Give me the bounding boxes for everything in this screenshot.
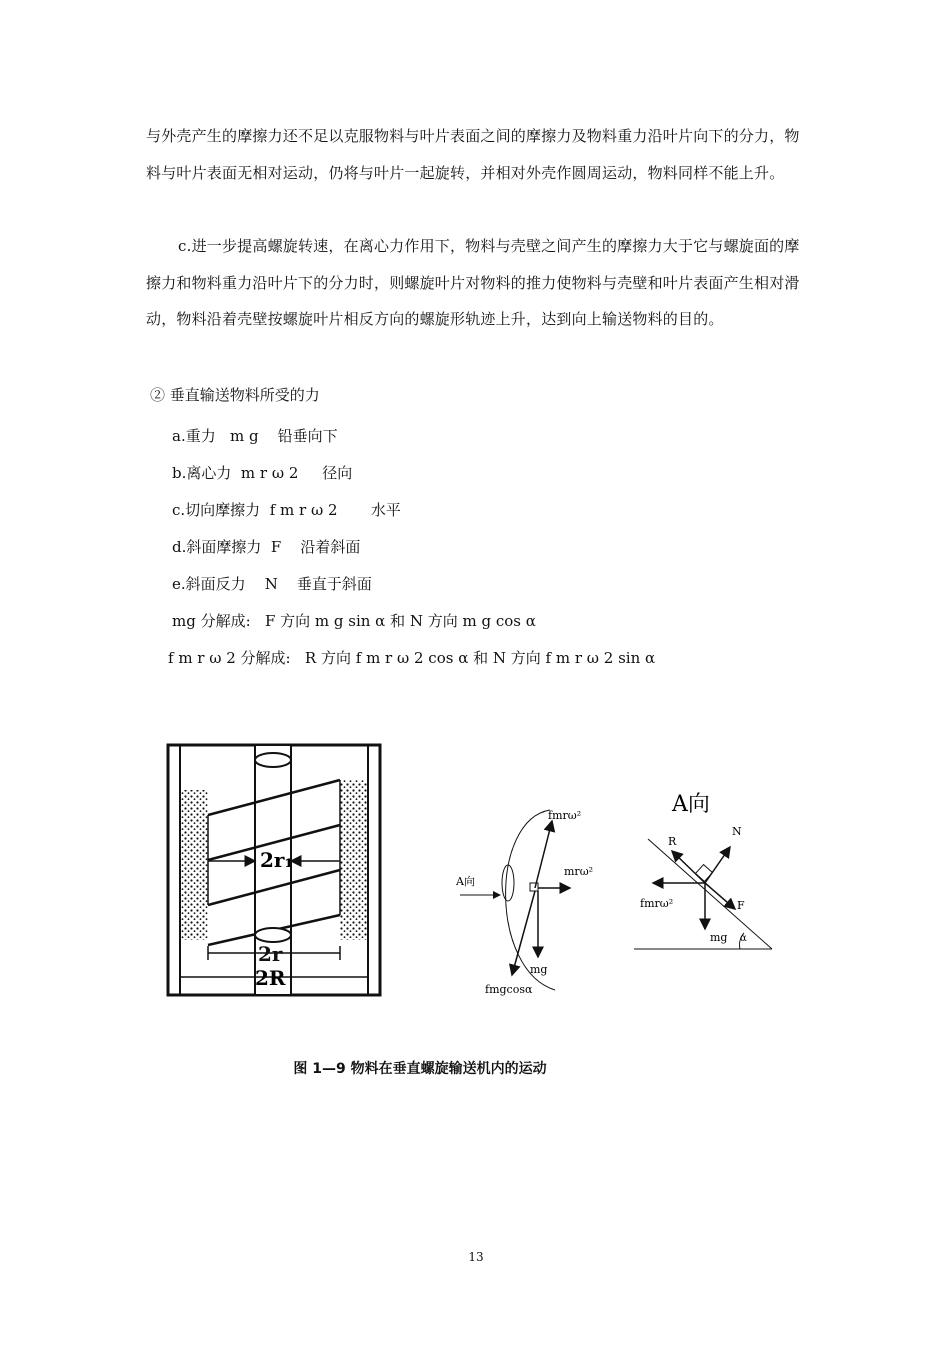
label-fmr-a: fmrω² [640,897,674,910]
label-2r1: 2r₁ [260,848,294,872]
force-line-normal-reaction: e.斜面反力 N 垂直于斜面 [172,575,372,593]
force-diagram-side [455,809,593,996]
decomposition-fmr: f m r ω 2 分解成: R 方向 f m r ω 2 cos α 和 N 方向 f m r ω 2 sin α [168,649,656,667]
label-a-dir: A向 [456,875,475,888]
force-line-slope-friction: d.斜面摩擦力 F 沿着斜面 [172,538,361,556]
label-R: R [668,835,677,848]
decomposition-mg: mg 分解成: F 方向 m g sin α 和 N 方向 m g cos α [172,612,536,630]
section-heading: ② 垂直输送物料所受的力 [150,386,320,404]
figure-1-9 [160,735,800,1015]
force-line-centrifugal: b.离心力 m r ω 2 径向 [172,464,353,482]
force-line-gravity: a.重力 m g 铅垂向下 [172,427,338,445]
paragraph-2: c.进一步提高螺旋转速，在离心力作用下，物料与壳壁之间产生的摩擦力大于它与螺旋面的摩擦力和物料重力沿叶片下的分力时，则螺旋叶片对物料的推力使物料与壳壁和叶片表面产生相对滑动，物料沿着壳壁按螺旋叶片相反方向的螺旋形轨迹上升，达到向上输送物料的目的。 [146,237,800,328]
label-2r: 2r [258,942,283,966]
label-F: F [737,899,745,912]
label-fmr-omega: fmrω² [548,809,582,822]
label-alpha: α [740,933,747,944]
force-diagram-a-view [634,792,772,949]
label-2R: 2R [255,966,286,990]
label-mg-a: mg [710,931,728,944]
force-line-tangential-friction: c.切向摩擦力 f m r ω 2 水平 [172,501,401,519]
screw-conveyor-drawing [168,745,380,995]
page-number: 13 [468,1250,484,1264]
label-N: N [732,825,742,838]
label-mg-middle: mg [530,963,548,976]
paragraph-1: 与外壳产生的摩擦力还不足以克服物料与叶片表面之间的摩擦力及物料重力沿叶片向下的分力，物料与叶片表面无相对运动，仍将与叶片一起旋转，并相对外壳作圆周运动，物料同样不能上升。 [146,127,800,182]
label-fmgcos: fmgcosα [485,983,533,996]
label-mr-omega: mrω² [564,865,594,878]
figure-caption: 图 1—9 物料在垂直螺旋输送机内的运动 [293,1061,547,1077]
label-a-view-title: A向 [672,792,710,817]
